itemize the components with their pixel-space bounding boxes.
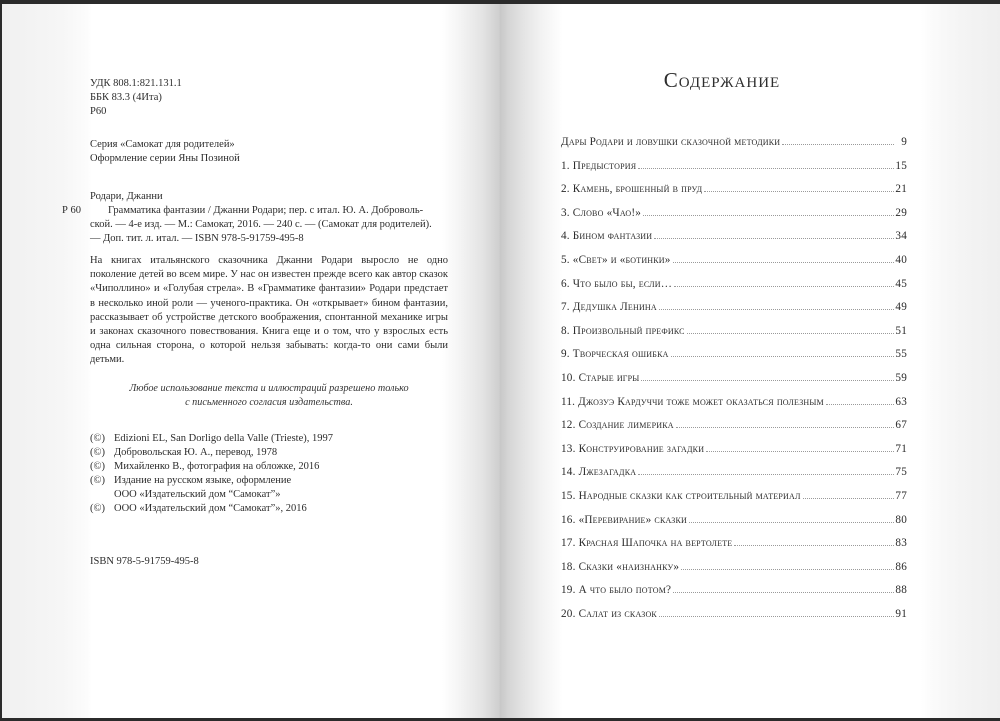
toc-page-number: 83 (895, 537, 907, 550)
bbk-code: ББК 83.3 (4Ита) (90, 92, 162, 103)
dot-leader (638, 474, 894, 475)
copyright-list (90, 432, 333, 516)
copyright-item: (©) Издание на русском языке, оформление (90, 475, 292, 486)
toc-page-number: 55 (895, 348, 907, 361)
copyright-item: (©) ООО «Издательский дом “Самокат”», 2016 (90, 503, 307, 514)
toc-entry[interactable]: 4. Бином фантазии 34 (561, 230, 907, 243)
toc-page-number: 71 (895, 442, 907, 455)
bibliographic-record (62, 190, 450, 246)
toc-entry[interactable]: 2. Камень, брошенный в пруд 21 (561, 183, 907, 196)
book-annotation: На книгах итальянского сказочника Джанни Родари выросло не одно поколение детей во всем мире. У нас он известен прежде всего как автор сказок «Чиполлино» и «Голубая стрела». В «Грамматике фантазии» Родари предстает в несколько иной роли — ученого-практика. Он «открывает» бином фантазии, рассказывает об устройстве детского воображения, спонтанной механике игры и законах сказочного повествования. Книга еще и о том, что у взрослых есть одна сильная сторона, о которой нельзя забывать: когда-то они сами были детьми. (90, 255, 448, 366)
dot-leader (671, 356, 894, 357)
toc-entry[interactable]: 1. Предыстория 15 (561, 159, 907, 172)
toc-entry[interactable]: 16. «Перевирание» сказки 80 (561, 513, 907, 526)
toc-page-number: 77 (895, 489, 907, 502)
dot-leader (674, 286, 894, 287)
series-design: Оформление серии Яны Позиной (90, 153, 240, 164)
toc-entry[interactable]: 19. А что было потом? 88 (561, 584, 907, 597)
classification-codes (90, 77, 182, 119)
toc-entry[interactable]: 8. Произвольный префикс 51 (561, 324, 907, 337)
dot-leader (803, 498, 894, 499)
dot-leader (826, 404, 894, 405)
dot-leader (643, 215, 894, 216)
toc-entry[interactable]: 17. Красная Шапочка на вертолете 83 (561, 537, 907, 550)
dot-leader (676, 427, 894, 428)
dot-leader (687, 333, 894, 334)
toc-page-number: 21 (895, 183, 907, 196)
toc-page-number: 59 (895, 371, 907, 384)
copyright-icon: (©) (90, 475, 105, 486)
rights-line-1: Любое использование текста и иллюстраций разрешено только (129, 383, 409, 394)
toc-entry[interactable]: 6. Что было бы, если… 45 (561, 277, 907, 290)
page-title: Содержание (663, 68, 781, 92)
copyright-item: (©) Добровольская Ю. А., перевод, 1978 (90, 447, 278, 458)
toc-entry[interactable]: 12. Создание лимерика 67 (561, 419, 907, 432)
dot-leader (782, 144, 894, 145)
toc-entry[interactable]: 13. Конструирование загадки 71 (561, 442, 907, 455)
record-line-3: — Доп. тит. л. итал. — ISBN 978-5-91759-495-8 (90, 233, 304, 244)
copyright-icon: (©) (90, 433, 105, 444)
toc-entry[interactable]: 3. Слово «Чао!» 29 (561, 206, 907, 219)
dot-leader (659, 616, 894, 617)
series-info (90, 138, 240, 166)
toc-entry[interactable]: Дары Родари и ловушки сказочной методики 9 (561, 136, 907, 148)
rights-notice (90, 382, 448, 410)
record-line-1: Грамматика фантазии / Джанни Родари; пер. с итал. Ю. А. Доброволь- (108, 205, 424, 216)
toc-entry[interactable]: 7. Дедушка Ленина 49 (561, 301, 907, 314)
copyright-icon: (©) (90, 461, 105, 472)
record-code: Р 60 (62, 205, 81, 216)
toc-entry[interactable]: 20. Салат из сказок 91 (561, 607, 907, 620)
toc-page-number: 29 (895, 206, 907, 219)
copyright-item: (©) Edizioni EL, San Dorligo della Valle (Trieste), 1997 (90, 433, 334, 444)
dot-leader (681, 569, 894, 570)
dot-leader (673, 262, 894, 263)
toc-page-number: 86 (895, 560, 907, 573)
dot-leader (706, 451, 894, 452)
rights-line-2: с письменного согласия издательства. (185, 397, 353, 408)
toc-page-number: 49 (895, 301, 907, 314)
copyright-item-continuation: ООО «Издательский дом “Самокат”» (114, 489, 281, 500)
toc-entry[interactable]: 5. «Свет» и «ботинки» 40 (561, 253, 907, 266)
contents-header (532, 4, 912, 104)
toc-entry[interactable]: 15. Народные сказки как строительный материал 77 (561, 489, 907, 502)
toc-entry[interactable]: 18. Сказки «наизнанку» 86 (561, 560, 907, 573)
toc-page-number: 67 (895, 419, 907, 432)
copyright-icon: (©) (90, 503, 105, 514)
toc-entry[interactable]: 9. Творческая ошибка 55 (561, 348, 907, 361)
toc-page-number: 34 (895, 230, 907, 243)
dot-leader (689, 522, 894, 523)
dot-leader (659, 309, 894, 310)
toc-entry[interactable]: 11. Джозуэ Кардуччи тоже может оказаться полезным 63 (561, 395, 907, 408)
udk-code: УДК 808.1:821.131.1 (90, 78, 182, 89)
dot-leader (734, 545, 894, 546)
dot-leader (654, 238, 894, 239)
toc-page-number: 75 (895, 466, 907, 479)
dot-leader (704, 191, 894, 192)
toc-page-number: 88 (895, 584, 907, 597)
dot-leader (638, 168, 894, 169)
record-line-2: ской. — 4-е изд. — М.: Самокат, 2016. — 240 с. — (Самокат для родителей). (90, 219, 432, 230)
table-of-contents (561, 136, 907, 631)
copyright-icon: (©) (90, 447, 105, 458)
toc-entry[interactable]: 10. Старые игры 59 (561, 371, 907, 384)
dot-leader (673, 592, 894, 593)
copyright-item: (©) Михайленко В., фотография на обложке, 2016 (90, 461, 320, 472)
toc-page-number: 40 (895, 253, 907, 266)
toc-page-number: 91 (895, 607, 907, 620)
author-sign: Р60 (90, 106, 107, 117)
series-name: Серия «Самокат для родителей» (90, 139, 235, 150)
toc-page-number: 80 (895, 513, 907, 526)
toc-page-number: 15 (895, 159, 907, 172)
toc-entry[interactable]: 14. Лжезагадка 75 (561, 466, 907, 479)
toc-page-number: 63 (895, 395, 907, 408)
toc-page-number: 51 (895, 324, 907, 337)
book-spread (2, 4, 1000, 718)
toc-page-number: 9 (901, 136, 907, 148)
dot-leader (641, 380, 894, 381)
toc-page-number: 45 (895, 277, 907, 290)
record-author: Родари, Джанни (90, 191, 163, 202)
isbn: ISBN 978-5-91759-495-8 (90, 556, 199, 567)
